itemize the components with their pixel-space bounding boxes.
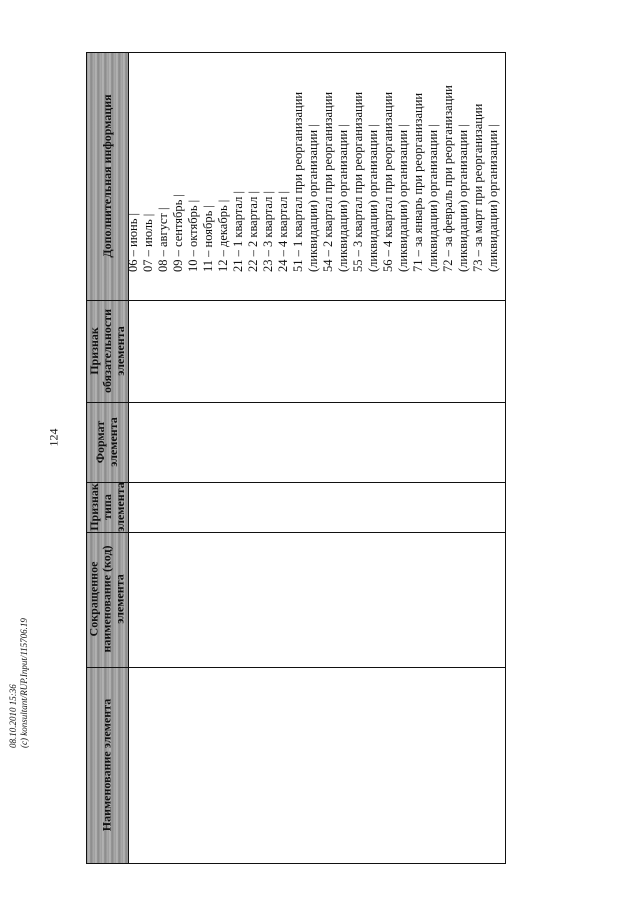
column-separator [86,482,506,483]
header-type: Признак типа элемента [86,482,127,532]
column-separator [86,300,506,301]
list-item: 10 – октябрь | [186,199,200,272]
list-item: 55 – 3 квартал при реорганизации [351,91,365,272]
list-item: (ликвидации) организации | [486,124,500,272]
footer-stamp [8,608,29,748]
list-item: (ликвидации) организации | [396,124,410,272]
header-additional-info: Дополнительная информация [99,94,114,258]
list-item: (ликвидации) организации | [426,124,440,272]
list-item: 07 – июль | [141,213,155,272]
list-item: 11 – ноябрь | [201,205,215,272]
list-item: 54 – 2 квартал при реорганизации [321,91,335,272]
table-border-bottom [86,863,506,864]
list-item: 06 – июнь | [126,212,140,272]
list-item: 09 – сентябрь | [171,194,185,272]
list-item: 23 – 3 квартал | [261,191,275,272]
header-format: Формат элемента [93,417,120,467]
list-item: (ликвидации) организации | [306,124,320,272]
list-item: 12 – декабрь | [216,199,230,272]
list-item: 21 – 1 квартал | [231,191,245,272]
header-short-name: Сокращенное наименование (код) элемента [86,545,126,653]
column-separator [86,667,506,668]
header-required: Признак обязательности элемента [86,308,127,394]
column-separator [86,402,506,403]
list-item: 72 – за февраль при реорганизации [441,85,455,272]
list-item: (ликвидации) организации | [336,124,350,272]
table-border-right [505,52,506,864]
list-item: (ликвидации) организации | [366,124,380,272]
list-item: (ликвидации) организации | [456,124,470,272]
additional-info-list [126,0,500,272]
table-border-top [86,52,506,53]
list-item: 73 – за март при реорганизации [471,103,485,272]
footer-source: (c) konsultant/RUP.Input/115706.19 [19,618,29,748]
list-item: 51 – 1 квартал при реорганизации [291,91,305,272]
list-item: 08 – август | [156,207,170,272]
data-table [86,52,506,864]
list-item: 56 – 4 квартал при реорганизации [381,91,395,272]
footer-date: 08.10.2010 15:36 [8,684,18,748]
header-element-name: Наименование элемента [99,698,113,832]
list-item: 24 – 4 квартал | [276,191,290,272]
list-item: 22 – 2 квартал | [246,191,260,272]
list-item: 71 – за январь при реорганизации [411,92,425,272]
column-separator [86,532,506,533]
page-number: 124 [46,428,61,447]
